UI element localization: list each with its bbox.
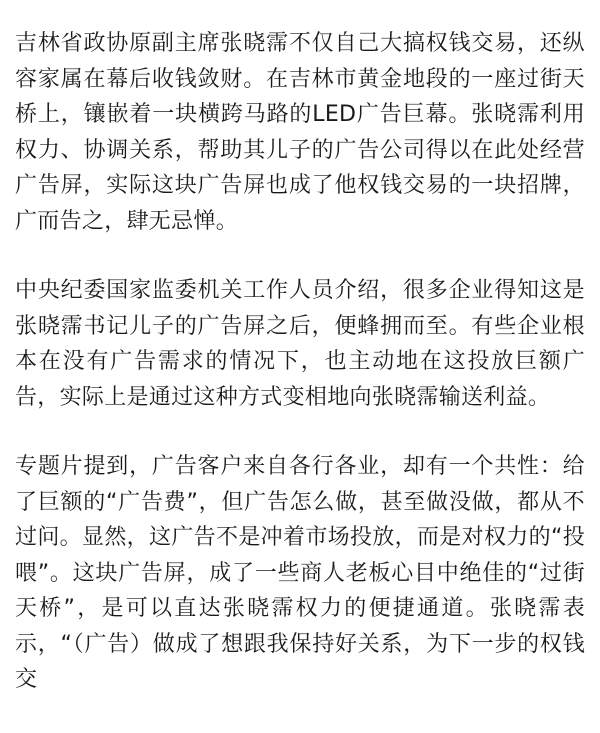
paragraph: 吉林省政协原副主席张晓霈不仅自己大搞权钱交易，还纵容家属在幕后收钱敛财。在吉林市黄金地段的一座过街天桥上，镶嵌着一块横跨马路的LED广告巨幕。张晓霈利用权力、协调关系，帮助其儿子的广告公司得以在此处经营广告屏，实际这块广告屏也成了他权钱交易的一块招牌，广而告之，肆无忌惮。 — [15, 31, 585, 234]
paragraph: 中央纪委国家监委机关工作人员介绍，很多企业得知这是张晓霈书记儿子的广告屏之后，便蜂拥而至。有些企业根本在没有广告需求的情况下，也主动地在这投放巨额广告，实际上是通过这种方式变相地向张晓霈输送利益。 — [15, 278, 585, 410]
paragraph: 专题片提到，广告客户来自各行各业，却有一个共性：给了巨额的“广告费”，但广告怎么做，甚至做没做，都从不过问。显然，这广告不是冲着市场投放，而是对权力的“投喂”。这块广告屏，成了一些商人老板心目中绝佳的“过街天桥”，是可以直达张晓霈权力的便捷通道。张晓霈表示，“（广告）做成了想跟我保持好关系，为下一步的权钱交 — [15, 454, 585, 692]
